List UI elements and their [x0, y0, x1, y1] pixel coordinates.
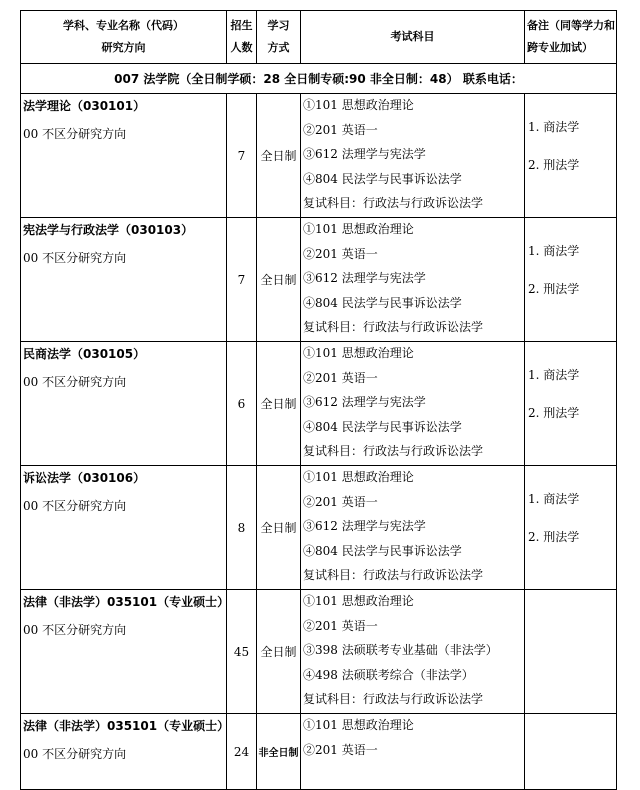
exam-subject: ③612 法理学与宪法学	[303, 271, 426, 285]
note-item: 2. 刑法学	[528, 158, 580, 172]
study-mode: 全日制	[257, 590, 301, 714]
exam-subject: ③612 法理学与宪法学	[303, 395, 426, 409]
study-mode: 非全日制	[257, 714, 301, 790]
research-direction: 00 不区分研究方向	[23, 499, 127, 513]
note-item: 2. 刑法学	[528, 406, 580, 420]
major-name: 诉讼法学（030106）	[23, 471, 146, 485]
notes-cell	[525, 714, 617, 790]
exam-subject: ①101 思想政治理论	[303, 346, 414, 360]
major-cell	[21, 590, 230, 714]
notes-cell	[525, 590, 617, 714]
exam-subject: 复试科目：行政法与行政诉讼法学	[303, 692, 484, 706]
enrollment-count: 7	[227, 218, 257, 342]
exam-subject: ④804 民法学与民事诉讼法学	[303, 295, 462, 310]
research-direction: 00 不区分研究方向	[23, 747, 127, 761]
note-item: 1. 商法学	[528, 120, 580, 134]
major-name: 宪法学与行政法学（030103）	[23, 223, 194, 237]
exam-subject: 复试科目：行政法与行政诉讼法学	[303, 320, 484, 334]
enrollment-count: 24	[227, 714, 257, 790]
notes-cell	[525, 94, 617, 218]
exam-subject: ①101 思想政治理论	[303, 718, 414, 732]
exam-subject: 复试科目：行政法与行政诉讼法学	[303, 444, 484, 458]
header-notes: 备注（同等学力和 跨专业加试）	[525, 11, 617, 64]
college-row	[21, 64, 617, 94]
major-cell	[21, 218, 227, 342]
note-item: 2. 刑法学	[528, 530, 580, 544]
exam-subject: ④804 民法学与民事诉讼法学	[303, 171, 462, 186]
header-count: 招生 人数	[227, 11, 257, 64]
exam-subject: ②201 英语一	[303, 742, 378, 757]
header-subjects: 考试科目	[301, 11, 525, 64]
exam-subject: ②201 英语一	[303, 370, 378, 385]
notes-cell	[525, 466, 617, 590]
exam-subject: ②201 英语一	[303, 494, 378, 509]
exam-subject: ③612 法理学与宪法学	[303, 147, 426, 161]
major-row	[21, 218, 617, 342]
college-title: 007 法学院（全日制学硕：28 全日制专硕:90 非全日制：48） 联系电话：	[21, 64, 617, 94]
note-item: 1. 商法学	[528, 492, 580, 506]
notes-cell	[525, 342, 617, 466]
enrollment-count: 6	[227, 342, 257, 466]
exam-subject: 复试科目：行政法与行政诉讼法学	[303, 196, 484, 210]
exam-subject: ①101 思想政治理论	[303, 98, 414, 112]
major-row	[21, 466, 617, 590]
research-direction: 00 不区分研究方向	[23, 375, 127, 389]
note-item: 2. 刑法学	[528, 282, 580, 296]
research-direction: 00 不区分研究方向	[23, 623, 127, 637]
exam-subject: ③398 法硕联考专业基础（非法学）	[303, 643, 498, 657]
exam-subject: ①101 思想政治理论	[303, 470, 414, 484]
major-name: 法律（非法学）035101（专业硕士）	[23, 719, 230, 733]
major-row	[21, 714, 617, 790]
major-cell	[21, 342, 227, 466]
major-name: 法律（非法学）035101（专业硕士）	[23, 595, 230, 609]
study-mode: 全日制	[257, 218, 301, 342]
exam-subject: ④498 法硕联考综合（非法学）	[303, 667, 474, 682]
study-mode: 全日制	[257, 342, 301, 466]
exam-subjects	[301, 342, 525, 466]
note-item: 1. 商法学	[528, 368, 580, 382]
major-row	[21, 94, 617, 218]
header-row	[21, 11, 617, 64]
enrollment-count: 45	[227, 590, 257, 714]
enrollment-count: 8	[227, 466, 257, 590]
research-direction: 00 不区分研究方向	[23, 251, 127, 265]
exam-subject: ①101 思想政治理论	[303, 594, 414, 608]
exam-subject: ②201 英语一	[303, 122, 378, 137]
study-mode: 全日制	[257, 94, 301, 218]
exam-subjects	[301, 714, 525, 790]
note-item: 1. 商法学	[528, 244, 580, 258]
exam-subjects	[301, 94, 525, 218]
research-direction: 00 不区分研究方向	[23, 127, 127, 141]
exam-subject: ①101 思想政治理论	[303, 222, 414, 236]
enrollment-table	[20, 10, 617, 790]
notes-cell	[525, 218, 617, 342]
exam-subject: ③612 法理学与宪法学	[303, 519, 426, 533]
header-mode: 学习 方式	[257, 11, 301, 64]
major-cell	[21, 714, 230, 790]
exam-subjects	[301, 218, 525, 342]
exam-subject: ④804 民法学与民事诉讼法学	[303, 543, 462, 558]
major-row	[21, 342, 617, 466]
exam-subject: ②201 英语一	[303, 246, 378, 261]
exam-subjects	[301, 590, 525, 714]
header-major: 学科、专业名称（代码） 研究方向	[21, 11, 227, 64]
enrollment-count: 7	[227, 94, 257, 218]
study-mode: 全日制	[257, 466, 301, 590]
major-name: 法学理论（030101）	[23, 99, 146, 113]
major-row	[21, 590, 617, 714]
major-name: 民商法学（030105）	[23, 347, 146, 361]
exam-subject: ②201 英语一	[303, 618, 378, 633]
exam-subject: ④804 民法学与民事诉讼法学	[303, 419, 462, 434]
major-cell	[21, 94, 227, 218]
exam-subjects	[301, 466, 525, 590]
major-cell	[21, 466, 227, 590]
exam-subject: 复试科目：行政法与行政诉讼法学	[303, 568, 484, 582]
